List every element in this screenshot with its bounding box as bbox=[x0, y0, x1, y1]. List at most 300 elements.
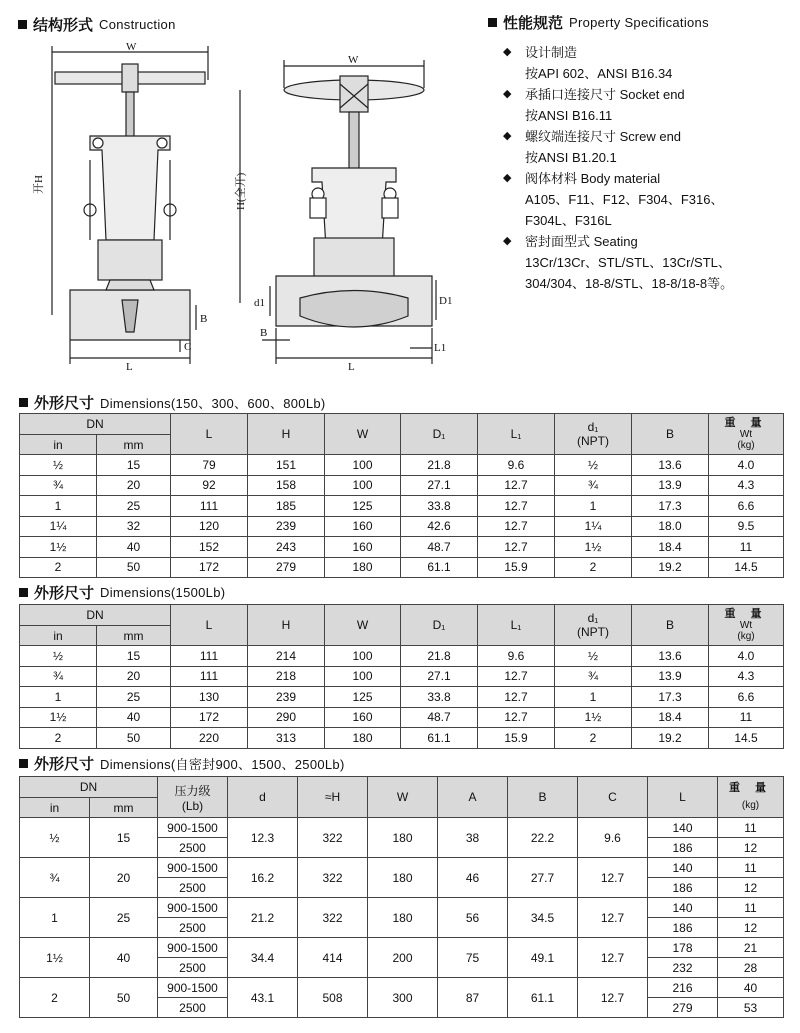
cell-in: 1 bbox=[20, 687, 97, 708]
cell-d1-npt: ½ bbox=[555, 455, 632, 476]
cell-mm: 40 bbox=[97, 707, 171, 728]
cell-mm: 40 bbox=[90, 938, 158, 978]
col-weight-unit: (kg) bbox=[741, 800, 760, 811]
cell-b: 18.4 bbox=[632, 537, 709, 558]
cell-weight: 53 bbox=[718, 998, 784, 1018]
cell-d1-large: 27.1 bbox=[401, 475, 478, 496]
cell-h: 414 bbox=[298, 938, 368, 978]
col-d1-label: d₁ bbox=[587, 420, 599, 434]
cell-d1-large: 21.8 bbox=[401, 646, 478, 667]
table-row bbox=[20, 537, 784, 558]
cell-in: 2 bbox=[20, 728, 97, 749]
col-weight bbox=[709, 605, 784, 646]
cell-d1-npt: 2 bbox=[555, 728, 632, 749]
col-c: C bbox=[578, 777, 648, 818]
cell-b: 13.9 bbox=[632, 475, 709, 496]
cell-mm: 25 bbox=[90, 898, 158, 938]
dim-label-h-right: H(全开) bbox=[235, 172, 247, 210]
cell-a: 87 bbox=[438, 978, 508, 1018]
cell-c: 9.6 bbox=[578, 818, 648, 858]
table-row bbox=[20, 557, 784, 578]
cell-weight: 6.6 bbox=[709, 687, 784, 708]
cell-weight: 4.3 bbox=[709, 666, 784, 687]
col-in: in bbox=[20, 798, 90, 818]
cell-weight: 28 bbox=[718, 958, 784, 978]
col-l: L bbox=[648, 777, 718, 818]
spec-head: 设计制造 bbox=[525, 45, 578, 60]
table2-title-en: Dimensions(1500Lb) bbox=[100, 585, 226, 600]
cell-d: 12.3 bbox=[228, 818, 298, 858]
cell-pressure: 2500 bbox=[158, 878, 228, 898]
cell-l: 79 bbox=[171, 455, 248, 476]
spec-item bbox=[503, 84, 793, 126]
cell-l: 279 bbox=[648, 998, 718, 1018]
cell-b: 61.1 bbox=[508, 978, 578, 1018]
table3-title-cn: 外形尺寸 bbox=[34, 756, 95, 773]
cell-mm: 40 bbox=[97, 537, 171, 558]
table1-title-en: Dimensions(150、300、600、800Lb) bbox=[100, 396, 326, 411]
cell-weight: 21 bbox=[718, 938, 784, 958]
spec-item bbox=[503, 168, 793, 231]
cell-b: 49.1 bbox=[508, 938, 578, 978]
cell-d1-large: 61.1 bbox=[401, 557, 478, 578]
cell-d1-large: 48.7 bbox=[401, 707, 478, 728]
cell-mm: 20 bbox=[97, 666, 171, 687]
cell-weight: 14.5 bbox=[709, 557, 784, 578]
spec-head-row bbox=[503, 126, 793, 147]
dim-label-h-left: 开H bbox=[33, 175, 45, 194]
cell-weight: 12 bbox=[718, 878, 784, 898]
table-row bbox=[20, 898, 784, 918]
cell-l1: 9.6 bbox=[478, 646, 555, 667]
cell-h: 239 bbox=[248, 687, 325, 708]
cell-in: 2 bbox=[20, 978, 90, 1018]
cell-d1-large: 27.1 bbox=[401, 666, 478, 687]
col-l: L bbox=[171, 414, 248, 455]
cell-l: 172 bbox=[171, 557, 248, 578]
cell-pressure: 2500 bbox=[158, 998, 228, 1018]
bullet-square-icon bbox=[19, 398, 28, 407]
cell-b: 13.6 bbox=[632, 455, 709, 476]
cell-h: 239 bbox=[248, 516, 325, 537]
cell-b: 34.5 bbox=[508, 898, 578, 938]
table-row bbox=[20, 818, 784, 838]
cell-pressure: 900-1500 bbox=[158, 818, 228, 838]
cell-b: 27.7 bbox=[508, 858, 578, 898]
cell-h: 243 bbox=[248, 537, 325, 558]
col-pressure-cn: 压力级 bbox=[174, 783, 211, 798]
cell-pressure: 900-1500 bbox=[158, 938, 228, 958]
col-in: in bbox=[20, 435, 97, 455]
cell-w: 160 bbox=[325, 707, 401, 728]
spec-detail: 13Cr/13Cr、STL/STL、13Cr/STL、 bbox=[525, 255, 731, 270]
table-row bbox=[20, 938, 784, 958]
cell-b: 19.2 bbox=[632, 557, 709, 578]
cell-l: 152 bbox=[171, 537, 248, 558]
col-d: d bbox=[228, 777, 298, 818]
bullet-square-icon bbox=[19, 759, 28, 768]
cell-d1-npt: 1 bbox=[555, 687, 632, 708]
cell-l: 92 bbox=[171, 475, 248, 496]
cell-d1-large: 48.7 bbox=[401, 537, 478, 558]
cell-mm: 50 bbox=[90, 978, 158, 1018]
cell-mm: 15 bbox=[97, 646, 171, 667]
spec-detail: 按ANSI B16.11 bbox=[525, 108, 613, 123]
cell-l1: 12.7 bbox=[478, 537, 555, 558]
bullet-square-icon bbox=[488, 18, 497, 27]
cell-d1-npt: 1 bbox=[555, 496, 632, 517]
spec-head: 密封面型式 Seating bbox=[525, 234, 638, 249]
table2-title bbox=[19, 582, 225, 603]
cell-l1: 9.6 bbox=[478, 455, 555, 476]
col-npt-label: (NPT) bbox=[577, 625, 609, 639]
table-row bbox=[20, 858, 784, 878]
col-d1-label: d₁ bbox=[587, 611, 599, 625]
cell-d1-npt: 1¼ bbox=[555, 516, 632, 537]
dim-label-d1-small: d1 bbox=[254, 297, 265, 309]
diamond-bullet-icon: ◆ bbox=[503, 172, 512, 184]
cell-mm: 25 bbox=[97, 687, 171, 708]
cell-weight: 11 bbox=[709, 707, 784, 728]
cell-b: 17.3 bbox=[632, 687, 709, 708]
valve-drawing-left bbox=[30, 40, 230, 373]
table-row bbox=[20, 475, 784, 496]
dim-label-l1-right: L1 bbox=[434, 342, 447, 354]
dim-label-c-left: C bbox=[184, 341, 192, 353]
cell-h: 290 bbox=[248, 707, 325, 728]
cell-in: ¾ bbox=[20, 666, 97, 687]
cell-d1-npt: 1½ bbox=[555, 707, 632, 728]
cell-d: 21.2 bbox=[228, 898, 298, 938]
table-row bbox=[20, 687, 784, 708]
table-row bbox=[20, 516, 784, 537]
cell-pressure: 2500 bbox=[158, 918, 228, 938]
spec-head-row bbox=[503, 84, 793, 105]
cell-l1: 12.7 bbox=[478, 687, 555, 708]
col-weight bbox=[709, 414, 784, 455]
col-l1: L₁ bbox=[478, 605, 555, 646]
cell-in: 1½ bbox=[20, 537, 97, 558]
cell-d1-large: 21.8 bbox=[401, 455, 478, 476]
cell-mm: 15 bbox=[97, 455, 171, 476]
diamond-bullet-icon: ◆ bbox=[503, 130, 512, 142]
table-row bbox=[20, 455, 784, 476]
construction-title-en: Construction bbox=[99, 17, 176, 32]
col-h-approx: ≈H bbox=[298, 777, 368, 818]
cell-weight: 12 bbox=[718, 838, 784, 858]
cell-l: 186 bbox=[648, 918, 718, 938]
cell-w: 180 bbox=[368, 858, 438, 898]
cell-weight: 11 bbox=[709, 537, 784, 558]
cell-l: 186 bbox=[648, 878, 718, 898]
spec-detail: 按ANSI B1.20.1 bbox=[525, 150, 617, 165]
cell-l: 220 bbox=[171, 728, 248, 749]
spec-item bbox=[503, 231, 793, 294]
diamond-bullet-icon: ◆ bbox=[503, 46, 512, 58]
cell-weight: 6.6 bbox=[709, 496, 784, 517]
cell-w: 100 bbox=[325, 666, 401, 687]
cell-mm: 20 bbox=[90, 858, 158, 898]
cell-in: 1½ bbox=[20, 707, 97, 728]
table-row bbox=[20, 646, 784, 667]
col-w: W bbox=[368, 777, 438, 818]
col-dn: DN bbox=[20, 777, 158, 798]
property-title-cn: 性能规范 bbox=[503, 15, 564, 32]
cell-w: 180 bbox=[325, 557, 401, 578]
cell-in: 1½ bbox=[20, 938, 90, 978]
cell-mm: 50 bbox=[97, 728, 171, 749]
cell-w: 125 bbox=[325, 687, 401, 708]
cell-l: 140 bbox=[648, 818, 718, 838]
dim-label-b-left: B bbox=[200, 313, 208, 325]
cell-b: 22.2 bbox=[508, 818, 578, 858]
cell-d1-npt: ½ bbox=[555, 646, 632, 667]
col-d1-large: D₁ bbox=[401, 605, 478, 646]
cell-pressure: 900-1500 bbox=[158, 898, 228, 918]
cell-w: 125 bbox=[325, 496, 401, 517]
cell-w: 180 bbox=[325, 728, 401, 749]
cell-in: 1 bbox=[20, 496, 97, 517]
cell-in: ½ bbox=[20, 646, 97, 667]
cell-b: 18.4 bbox=[632, 707, 709, 728]
cell-pressure: 2500 bbox=[158, 958, 228, 978]
cell-a: 56 bbox=[438, 898, 508, 938]
col-b: B bbox=[632, 414, 709, 455]
table3-title-en: Dimensions(自密封900、1500、2500Lb) bbox=[100, 757, 345, 772]
col-pressure-unit: (Lb) bbox=[181, 798, 204, 813]
cell-h: 279 bbox=[248, 557, 325, 578]
col-dn: DN bbox=[20, 414, 171, 435]
cell-w: 100 bbox=[325, 455, 401, 476]
cell-l: 111 bbox=[171, 646, 248, 667]
cell-c: 12.7 bbox=[578, 938, 648, 978]
cell-l: 140 bbox=[648, 898, 718, 918]
spec-head: 阀体材料 Body material bbox=[525, 171, 661, 186]
table-row bbox=[20, 666, 784, 687]
col-w: W bbox=[325, 414, 401, 455]
cell-h: 218 bbox=[248, 666, 325, 687]
cell-mm: 20 bbox=[97, 475, 171, 496]
dim-label-w-right: W bbox=[348, 54, 359, 66]
cell-h: 185 bbox=[248, 496, 325, 517]
cell-weight: 12 bbox=[718, 918, 784, 938]
spec-detail: 按API 602、ANSI B16.34 bbox=[525, 66, 673, 81]
col-mm: mm bbox=[97, 626, 171, 646]
cell-h: 313 bbox=[248, 728, 325, 749]
table2-title-cn: 外形尺寸 bbox=[34, 585, 95, 602]
cell-d1-npt: ¾ bbox=[555, 475, 632, 496]
cell-w: 160 bbox=[325, 537, 401, 558]
diamond-bullet-icon: ◆ bbox=[503, 235, 512, 247]
col-h: H bbox=[248, 605, 325, 646]
spec-detail: 304/304、18-8/STL、18-8/18-8等。 bbox=[525, 276, 734, 291]
cell-in: 2 bbox=[20, 557, 97, 578]
cell-weight: 11 bbox=[718, 818, 784, 838]
cell-h: 322 bbox=[298, 818, 368, 858]
cell-l1: 12.7 bbox=[478, 666, 555, 687]
dim-label-D1-large: D1 bbox=[439, 295, 453, 307]
cell-in: 1 bbox=[20, 898, 90, 938]
cell-d: 43.1 bbox=[228, 978, 298, 1018]
table3-title bbox=[19, 753, 345, 774]
spec-head: 承插口连接尺寸 Socket end bbox=[525, 87, 685, 102]
col-a: A bbox=[438, 777, 508, 818]
cell-l: 172 bbox=[171, 707, 248, 728]
valve-drawing-right bbox=[235, 48, 453, 373]
cell-l: 111 bbox=[171, 496, 248, 517]
cell-in: ¾ bbox=[20, 858, 90, 898]
cell-l: 130 bbox=[171, 687, 248, 708]
spec-item bbox=[503, 126, 793, 168]
cell-b: 13.9 bbox=[632, 666, 709, 687]
table-row bbox=[20, 728, 784, 749]
cell-c: 12.7 bbox=[578, 858, 648, 898]
cell-h: 151 bbox=[248, 455, 325, 476]
dim-label-l-left: L bbox=[126, 361, 133, 373]
table-row bbox=[20, 496, 784, 517]
col-b: B bbox=[508, 777, 578, 818]
col-weight bbox=[718, 777, 784, 818]
property-title-en: Property Specifications bbox=[569, 15, 709, 30]
cell-pressure: 900-1500 bbox=[158, 978, 228, 998]
dim-label-l-right: L bbox=[348, 361, 355, 373]
bullet-square-icon bbox=[18, 20, 27, 29]
cell-d1-large: 33.8 bbox=[401, 687, 478, 708]
spec-head-row bbox=[503, 231, 793, 252]
cell-mm: 50 bbox=[97, 557, 171, 578]
col-npt-label: (NPT) bbox=[577, 434, 609, 448]
cell-l: 216 bbox=[648, 978, 718, 998]
cell-b: 19.2 bbox=[632, 728, 709, 749]
cell-in: ¾ bbox=[20, 475, 97, 496]
table-row bbox=[20, 707, 784, 728]
property-spec-list bbox=[503, 42, 793, 294]
cell-w: 180 bbox=[368, 818, 438, 858]
cell-w: 300 bbox=[368, 978, 438, 1018]
col-weight-cn: 重 量 bbox=[724, 416, 768, 429]
col-pressure bbox=[158, 777, 228, 818]
col-weight-unit: (kg) bbox=[737, 630, 755, 642]
cell-in: ½ bbox=[20, 818, 90, 858]
cell-weight: 11 bbox=[718, 858, 784, 878]
cell-l1: 12.7 bbox=[478, 496, 555, 517]
cell-l1: 15.9 bbox=[478, 728, 555, 749]
cell-weight: 14.5 bbox=[709, 728, 784, 749]
cell-l: 186 bbox=[648, 838, 718, 858]
cell-w: 100 bbox=[325, 646, 401, 667]
col-weight-unit: (kg) bbox=[737, 439, 755, 451]
cell-weight: 4.0 bbox=[709, 646, 784, 667]
cell-b: 18.0 bbox=[632, 516, 709, 537]
cell-l: 111 bbox=[171, 666, 248, 687]
cell-a: 75 bbox=[438, 938, 508, 978]
cell-d1-large: 61.1 bbox=[401, 728, 478, 749]
cell-d: 16.2 bbox=[228, 858, 298, 898]
col-mm: mm bbox=[97, 435, 171, 455]
cell-weight: 4.0 bbox=[709, 455, 784, 476]
cell-l1: 15.9 bbox=[478, 557, 555, 578]
cell-l: 178 bbox=[648, 938, 718, 958]
cell-weight: 9.5 bbox=[709, 516, 784, 537]
col-weight-en: Wt bbox=[739, 428, 753, 440]
cell-h: 508 bbox=[298, 978, 368, 1018]
col-mm: mm bbox=[90, 798, 158, 818]
cell-l: 120 bbox=[171, 516, 248, 537]
cell-d1-npt: ¾ bbox=[555, 666, 632, 687]
dimensions-table-1500lb bbox=[19, 604, 784, 749]
cell-a: 38 bbox=[438, 818, 508, 858]
cell-in: ½ bbox=[20, 455, 97, 476]
cell-l1: 12.7 bbox=[478, 475, 555, 496]
cell-d: 34.4 bbox=[228, 938, 298, 978]
col-h: H bbox=[248, 414, 325, 455]
cell-d1-npt: 2 bbox=[555, 557, 632, 578]
cell-h: 158 bbox=[248, 475, 325, 496]
cell-pressure: 900-1500 bbox=[158, 858, 228, 878]
spec-head-row bbox=[503, 42, 793, 63]
cell-a: 46 bbox=[438, 858, 508, 898]
table1-title bbox=[19, 392, 326, 413]
cell-w: 100 bbox=[325, 475, 401, 496]
spec-item bbox=[503, 42, 793, 84]
col-l1: L₁ bbox=[478, 414, 555, 455]
dimensions-table-150-800lb bbox=[19, 413, 784, 578]
col-dn: DN bbox=[20, 605, 171, 626]
col-b: B bbox=[632, 605, 709, 646]
cell-w: 160 bbox=[325, 516, 401, 537]
cell-l1: 12.7 bbox=[478, 707, 555, 728]
cell-weight: 11 bbox=[718, 898, 784, 918]
construction-title bbox=[18, 14, 176, 35]
cell-d1-large: 42.6 bbox=[401, 516, 478, 537]
spec-head: 螺纹端连接尺寸 Screw end bbox=[525, 129, 682, 144]
col-d1-npt bbox=[555, 414, 632, 455]
cell-b: 17.3 bbox=[632, 496, 709, 517]
table1-title-cn: 外形尺寸 bbox=[34, 395, 95, 412]
table-row bbox=[20, 978, 784, 998]
cell-d1-npt: 1½ bbox=[555, 537, 632, 558]
dimensions-table-pressure-seal bbox=[19, 776, 784, 1018]
cell-pressure: 2500 bbox=[158, 838, 228, 858]
col-in: in bbox=[20, 626, 97, 646]
cell-w: 180 bbox=[368, 898, 438, 938]
cell-c: 12.7 bbox=[578, 978, 648, 1018]
cell-d1-large: 33.8 bbox=[401, 496, 478, 517]
cell-l: 232 bbox=[648, 958, 718, 978]
cell-mm: 15 bbox=[90, 818, 158, 858]
construction-title-cn: 结构形式 bbox=[33, 17, 94, 34]
col-weight-en: Wt bbox=[739, 619, 753, 631]
col-l: L bbox=[171, 605, 248, 646]
cell-mm: 25 bbox=[97, 496, 171, 517]
cell-c: 12.7 bbox=[578, 898, 648, 938]
cell-l: 140 bbox=[648, 858, 718, 878]
cell-w: 200 bbox=[368, 938, 438, 978]
cell-b: 13.6 bbox=[632, 646, 709, 667]
spec-head-row bbox=[503, 168, 793, 189]
cell-h: 322 bbox=[298, 858, 368, 898]
cell-weight: 40 bbox=[718, 978, 784, 998]
cell-in: 1¼ bbox=[20, 516, 97, 537]
col-d1-npt bbox=[555, 605, 632, 646]
cell-h: 214 bbox=[248, 646, 325, 667]
col-d1-large: D₁ bbox=[401, 414, 478, 455]
dim-label-w-left: W bbox=[126, 41, 137, 53]
property-title bbox=[488, 12, 709, 33]
col-weight-cn: 重 量 bbox=[724, 607, 768, 620]
col-weight-cn: 重 量 bbox=[728, 782, 773, 794]
cell-weight: 4.3 bbox=[709, 475, 784, 496]
